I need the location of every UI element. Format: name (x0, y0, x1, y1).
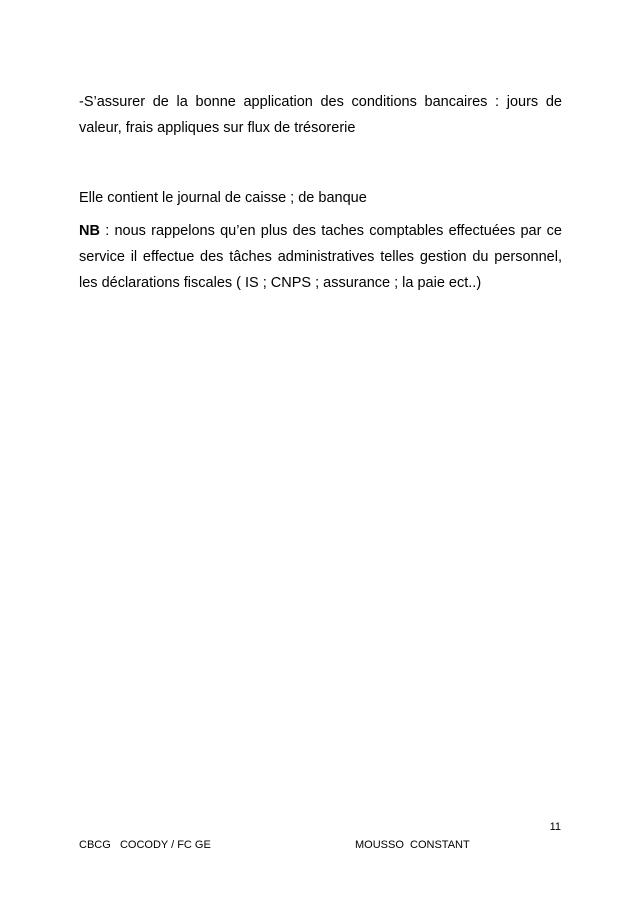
page-number: 11 (549, 821, 561, 833)
footer-left-text: CBCG COCODY / FC GE (79, 839, 211, 851)
paragraph-journal: Elle contient le journal de caisse ; de banque (79, 189, 367, 206)
nb-label: NB (79, 222, 100, 239)
paragraph-nb (79, 218, 562, 296)
nb-text: : nous rappelons qu’en plus des taches comptables effectuées par ce service il effectue des tâches administratives telles gestion du personnel, les déclarations fiscales ( IS ; CNPS ; assurance ; la paie ect..) (79, 222, 562, 291)
footer-author: MOUSSO CONSTANT (355, 839, 470, 851)
paragraph-bank-conditions: -S’assurer de la bonne application des conditions bancaires : jours de valeur, frais appliques sur flux de trésorerie (79, 93, 562, 136)
